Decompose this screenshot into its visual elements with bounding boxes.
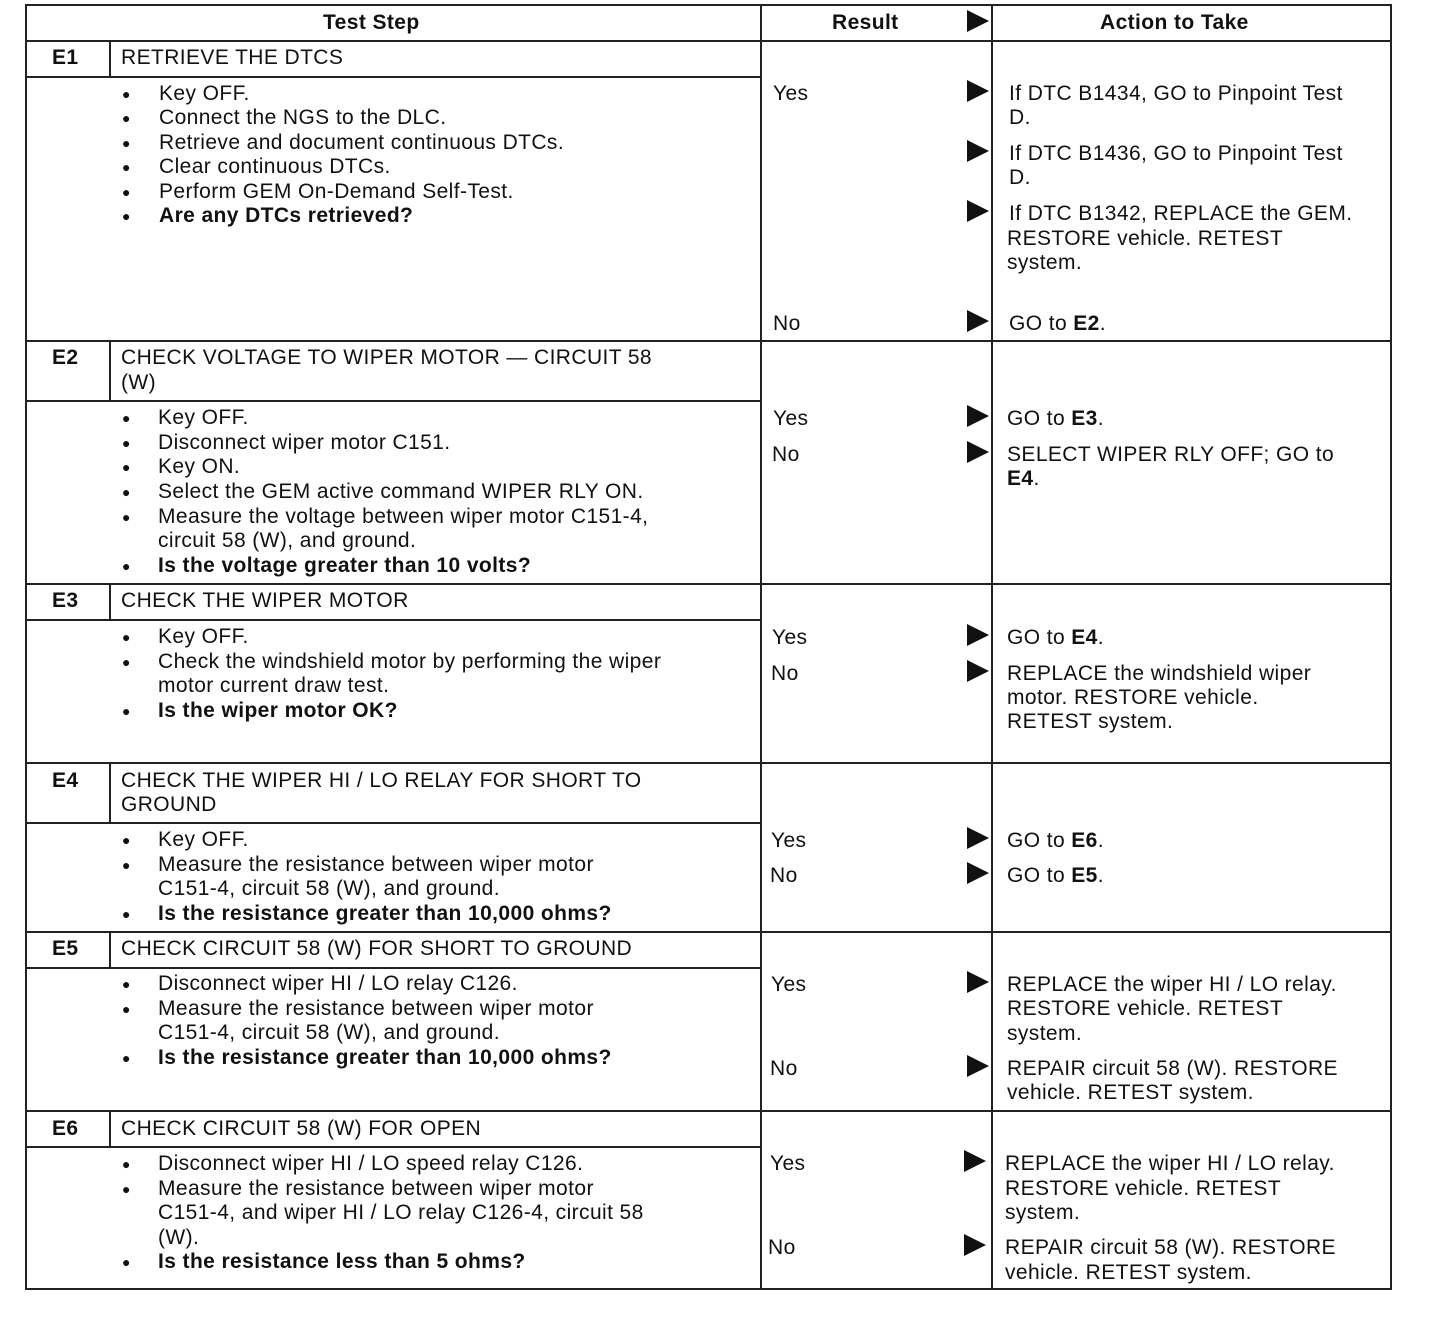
bullet-icon: ● (122, 135, 131, 151)
result-yes: Yes (771, 973, 807, 996)
arrow-icon (967, 310, 989, 332)
arrow-icon (967, 624, 989, 646)
action-text: vehicle. RETEST system. (1007, 1081, 1254, 1104)
step-item: Key OFF. (159, 82, 250, 105)
result-no: No (772, 443, 800, 466)
step-item: Check the windshield motor by performing the wiper (158, 650, 662, 673)
action-text: REPLACE the wiper HI / LO relay. (1005, 1152, 1335, 1175)
step-item: circuit 58 (W), and ground. (158, 529, 417, 552)
result-yes: Yes (770, 1152, 806, 1175)
arrow-icon (967, 862, 989, 884)
step-item: Key OFF. (158, 625, 249, 648)
diagnostic-table (25, 4, 1392, 1290)
arrow-icon (967, 200, 989, 222)
step-id-divider (109, 764, 111, 822)
bullet-icon: ● (122, 558, 131, 574)
step-item: Perform GEM On-Demand Self-Test. (159, 180, 514, 203)
title-divider (27, 619, 760, 621)
bullet-icon: ● (122, 654, 131, 670)
step-item: Select the GEM active command WIPER RLY ON. (158, 480, 644, 503)
step-item: motor current draw test. (158, 674, 390, 697)
arrow-icon (964, 1234, 986, 1256)
step-item: Key OFF. (158, 828, 249, 851)
bullet-icon: ● (122, 1050, 131, 1066)
title-divider (27, 76, 760, 78)
header-action: Action to Take (1100, 11, 1249, 34)
action-text: GO to E4. (1007, 626, 1105, 649)
action-text: system. (1007, 251, 1083, 274)
header-divider (27, 40, 1392, 42)
step-item: Connect the NGS to the DLC. (159, 106, 447, 129)
step-item: Measure the voltage between wiper motor C151-4, (158, 505, 649, 528)
bullet-icon: ● (122, 1181, 131, 1197)
header-test-step: Test Step (323, 11, 420, 34)
step-item: Retrieve and document continuous DTCs. (159, 131, 565, 154)
bullet-icon: ● (122, 509, 131, 525)
arrow-icon (967, 1055, 989, 1077)
step-id-divider (109, 342, 111, 400)
step-question: Is the resistance greater than 10,000 ohms? (158, 902, 612, 925)
bullet-icon: ● (122, 703, 131, 719)
step-id-e5: E5 (52, 937, 79, 960)
bullet-icon: ● (122, 435, 131, 451)
step-title-e4: CHECK THE WIPER HI / LO RELAY FOR SHORT TO (121, 769, 642, 792)
bullet-icon: ● (122, 459, 131, 475)
step-question: Is the voltage greater than 10 volts? (158, 554, 532, 577)
action-text: If DTC B1436, GO to Pinpoint Test (1009, 142, 1343, 165)
action-text: system. (1007, 1022, 1083, 1045)
bullet-icon: ● (122, 857, 131, 873)
step-item: Disconnect wiper motor C151. (158, 431, 451, 454)
step-item: Measure the resistance between wiper motor (158, 853, 594, 876)
result-yes: Yes (771, 829, 807, 852)
step-question: Is the resistance less than 5 ohms? (158, 1250, 526, 1273)
action-text: RESTORE vehicle. RETEST (1007, 227, 1284, 250)
step-question: Are any DTCs retrieved? (159, 204, 414, 227)
bullet-icon: ● (122, 110, 131, 126)
row-divider (27, 583, 1392, 585)
step-id-divider (109, 585, 111, 619)
arrow-icon (967, 660, 989, 682)
bullet-icon: ● (122, 184, 131, 200)
step-title-e2: CHECK VOLTAGE TO WIPER MOTOR — CIRCUIT 58 (121, 346, 652, 369)
bullet-icon: ● (122, 208, 131, 224)
bullet-icon: ● (122, 976, 131, 992)
arrow-icon (967, 971, 989, 993)
action-text: GO to E2. (1009, 312, 1107, 335)
action-text: REPLACE the windshield wiper (1007, 662, 1312, 685)
arrow-icon (964, 1150, 986, 1172)
step-item: C151-4, and wiper HI / LO relay C126-4, circuit 58 (158, 1201, 644, 1224)
row-divider (27, 1110, 1392, 1112)
bullet-icon: ● (122, 484, 131, 500)
step-id-divider (109, 933, 111, 967)
step-id-e6: E6 (52, 1117, 79, 1140)
step-title-e3: CHECK THE WIPER MOTOR (121, 589, 409, 612)
action-text: If DTC B1434, GO to Pinpoint Test (1009, 82, 1343, 105)
bullet-icon: ● (122, 629, 131, 645)
step-item: Disconnect wiper HI / LO relay C126. (158, 972, 518, 995)
arrow-icon (967, 827, 989, 849)
action-text: SELECT WIPER RLY OFF; GO to (1007, 443, 1335, 466)
result-no: No (770, 864, 798, 887)
step-id-e3: E3 (52, 589, 79, 612)
step-title-e2-line2: (W) (121, 371, 157, 394)
action-text: If DTC B1342, REPLACE the GEM. (1009, 202, 1353, 225)
step-item: C151-4, circuit 58 (W), and ground. (158, 877, 500, 900)
action-text: GO to E5. (1007, 864, 1105, 887)
step-item: Measure the resistance between wiper motor (158, 997, 594, 1020)
action-text: D. (1009, 106, 1031, 129)
title-divider (27, 822, 760, 824)
step-id-e4: E4 (52, 769, 79, 792)
row-divider (27, 931, 1392, 933)
result-no: No (770, 1057, 798, 1080)
bullet-icon: ● (122, 1254, 131, 1270)
bullet-icon: ● (122, 159, 131, 175)
action-text: REPAIR circuit 58 (W). RESTORE (1007, 1057, 1338, 1080)
row-divider (27, 762, 1392, 764)
step-item: Key OFF. (158, 406, 249, 429)
step-item: Disconnect wiper HI / LO speed relay C126. (158, 1152, 584, 1175)
action-text: vehicle. RETEST system. (1005, 1261, 1252, 1284)
result-yes: Yes (773, 82, 809, 105)
step-item: (W). (158, 1226, 200, 1249)
action-text: RESTORE vehicle. RETEST (1005, 1177, 1282, 1200)
action-text: D. (1009, 166, 1031, 189)
bullet-icon: ● (122, 1156, 131, 1172)
result-yes: Yes (772, 626, 808, 649)
divider-action-col (991, 6, 993, 1290)
result-no: No (773, 312, 801, 335)
action-text: RESTORE vehicle. RETEST (1007, 997, 1284, 1020)
bullet-icon: ● (122, 1001, 131, 1017)
action-text: REPLACE the wiper HI / LO relay. (1007, 973, 1337, 996)
step-id-e1: E1 (52, 46, 79, 69)
action-text: GO to E6. (1007, 829, 1105, 852)
step-id-e2: E2 (52, 346, 79, 369)
header-result: Result (832, 11, 899, 34)
step-id-divider (109, 1112, 111, 1146)
action-text: REPAIR circuit 58 (W). RESTORE (1005, 1236, 1336, 1259)
title-divider (27, 967, 760, 969)
step-item: C151-4, circuit 58 (W), and ground. (158, 1021, 500, 1044)
title-divider (27, 1146, 760, 1148)
bullet-icon: ● (122, 906, 131, 922)
action-text: RETEST system. (1007, 710, 1174, 733)
bullet-icon: ● (122, 410, 131, 426)
step-title-e5: CHECK CIRCUIT 58 (W) FOR SHORT TO GROUND (121, 937, 633, 960)
arrow-icon (967, 405, 989, 427)
step-title-e1: RETRIEVE THE DTCS (121, 46, 344, 69)
arrow-icon (967, 140, 989, 162)
result-yes: Yes (773, 407, 809, 430)
action-text: E4. (1007, 467, 1040, 490)
header-arrow-icon (967, 10, 989, 32)
step-question: Is the resistance greater than 10,000 ohms? (158, 1046, 612, 1069)
action-text: GO to E3. (1007, 407, 1105, 430)
action-text: system. (1005, 1201, 1081, 1224)
arrow-icon (967, 441, 989, 463)
result-no: No (771, 662, 799, 685)
step-question: Is the wiper motor OK? (158, 699, 398, 722)
step-item: Measure the resistance between wiper motor (158, 1177, 594, 1200)
divider-result-col (760, 6, 762, 1290)
result-no: No (768, 1236, 796, 1259)
step-title-e4-line2: GROUND (121, 793, 217, 816)
bullet-icon: ● (122, 86, 131, 102)
row-divider (27, 340, 1392, 342)
step-title-e6: CHECK CIRCUIT 58 (W) FOR OPEN (121, 1117, 482, 1140)
step-item: Key ON. (158, 455, 241, 478)
arrow-icon (967, 80, 989, 102)
action-text: motor. RESTORE vehicle. (1007, 686, 1259, 709)
bullet-icon: ● (122, 832, 131, 848)
title-divider (27, 400, 760, 402)
step-item: Clear continuous DTCs. (159, 155, 391, 178)
step-id-divider (109, 42, 111, 76)
